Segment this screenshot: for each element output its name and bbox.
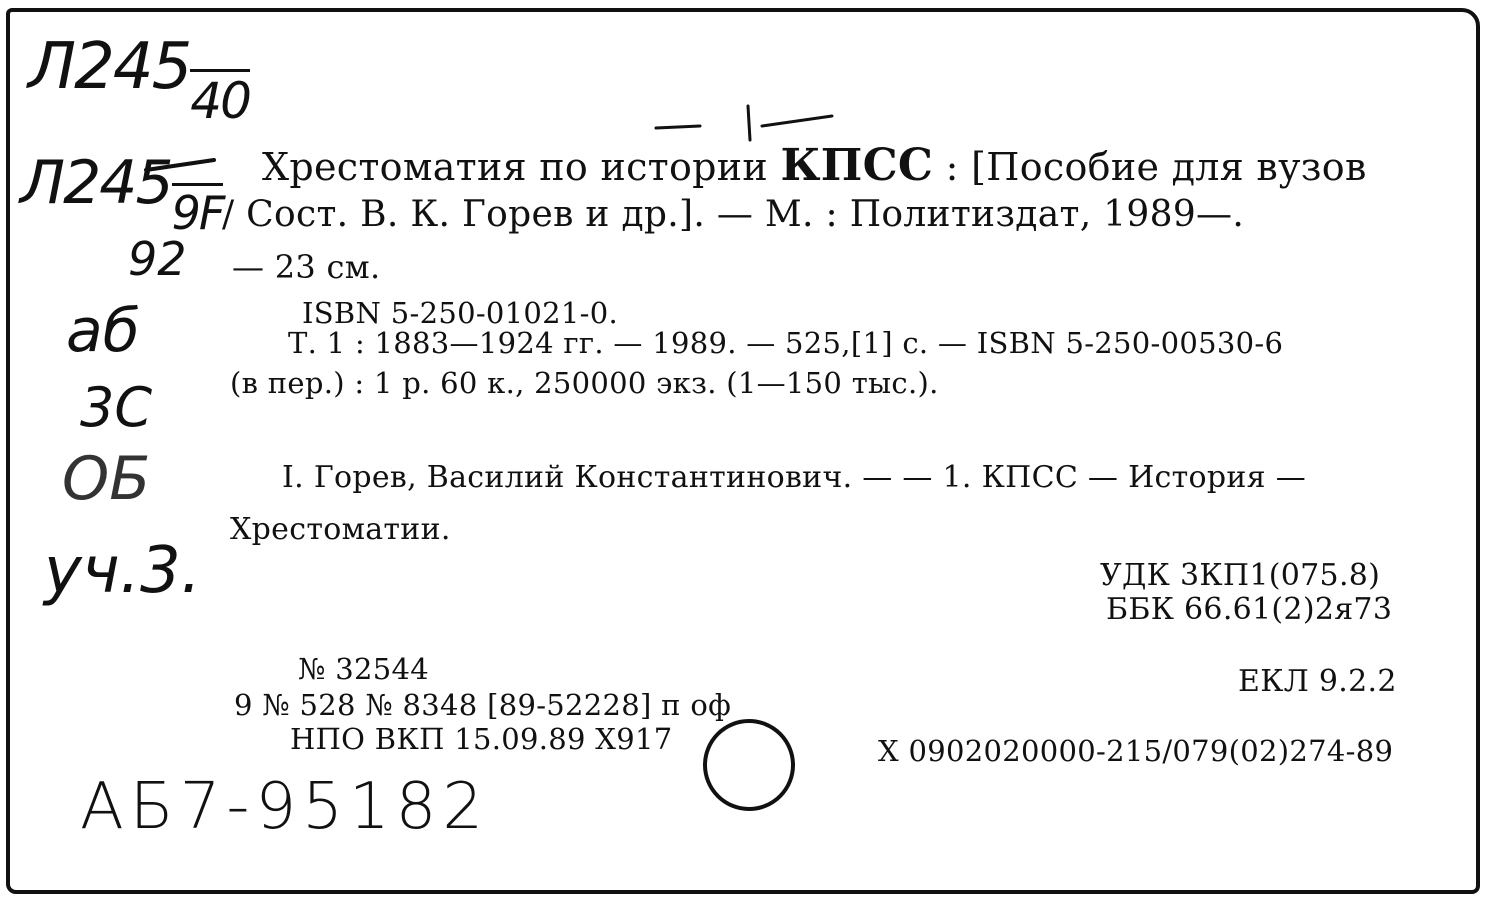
handwritten-mark-ob: ОБ — [62, 444, 151, 514]
handwritten-mark-uch: уч.3. — [44, 534, 202, 608]
entry-compilers-line: / Сост. В. К. Горев и др.]. — М. : Политиздат, 1989—. — [222, 194, 1245, 235]
rule-mark-tick — [748, 106, 750, 140]
handwritten-call-number-1: $Л245_{40}$ — [28, 30, 250, 130]
handwritten-volumes: 92 — [128, 232, 187, 286]
order-line: 9 № 528 № 8348 [89-52228] п оф — [234, 688, 732, 722]
ekl-code: ЕКЛ 9.2.2 — [1238, 664, 1397, 699]
entry-tracing-line-2: Хрестоматии. — [230, 512, 451, 547]
entry-title-line: Хрестоматия по истории КПСС : [Пособие для вузов — [262, 140, 1367, 191]
udk-code: УДК 3КП1(075.8) — [1100, 558, 1381, 593]
entry-volume-line-2: (в пер.) : 1 р. 60 к., 250000 экз. (1—150 тыс.). — [230, 366, 939, 400]
stamp-circle — [705, 721, 793, 809]
entry-isbn-general: ISBN 5-250-01021-0. — [302, 296, 619, 330]
entry-tracing-line-1: I. Горев, Василий Константинович. — — 1. КПСС — История — — [282, 460, 1307, 495]
handwritten-mark-ab: аб — [66, 296, 140, 366]
npo-line: НПО ВКП 15.09.89 Х917 — [290, 722, 673, 756]
handwritten-mark-3c: 3С — [80, 376, 153, 439]
card-number: № 32544 — [298, 652, 430, 686]
handwritten-stroke — [146, 160, 214, 170]
rule-mark-left — [656, 126, 700, 128]
handwritten-call-number-2: $Л245_{9F}$ — [20, 148, 224, 240]
entry-volume-line-1: Т. 1 : 1883—1924 гг. — 1989. — 525,[1] с. — ISBN 5-250-00530-6 — [288, 326, 1284, 360]
entry-size-line: — 23 см. — [232, 248, 381, 286]
rule-mark-right — [762, 116, 832, 126]
bbk-code: ББК 66.61(2)2я73 — [1106, 592, 1393, 627]
classification-code: Х 0902020000-215/079(02)274-89 — [878, 734, 1394, 768]
handwritten-inventory-number: АБ7-95182 — [80, 770, 490, 844]
